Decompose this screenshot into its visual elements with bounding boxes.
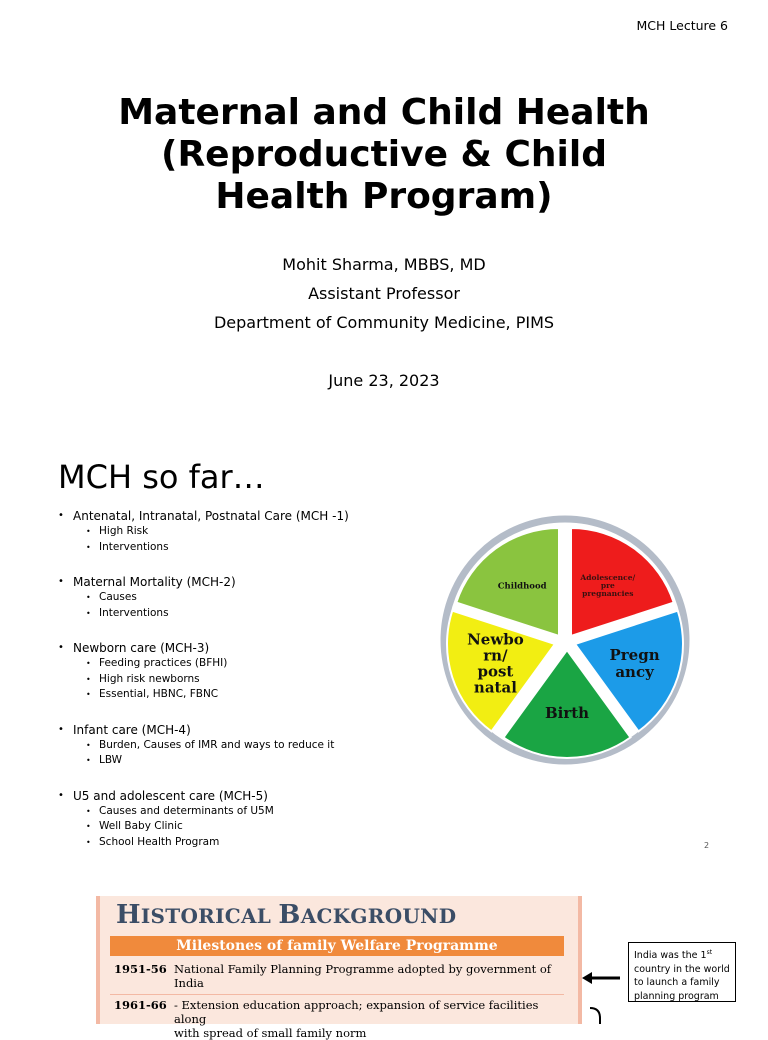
sub-bullet-label: Causes and determinants of U5M <box>99 804 274 817</box>
history-slide <box>96 896 582 1040</box>
bullet-dot-icon: • <box>86 740 91 750</box>
cycle-segment-label: Birth <box>544 703 590 722</box>
bullet-dot-icon: • <box>86 822 91 831</box>
sub-bullet-label: LBW <box>99 754 123 766</box>
sub-bullet-label: Burden, Causes of IMR and ways to reduce it <box>99 738 335 751</box>
callout-sup: st <box>706 949 713 956</box>
bullet-dot-icon: • <box>86 593 91 602</box>
cycle-segment-label: Newbo rn/ post natal <box>467 630 524 697</box>
bullet-dot-icon: • <box>86 806 91 816</box>
slide1-date: June 23, 2023 <box>328 371 440 390</box>
milestone-row <box>110 998 564 1040</box>
milestone-line: National Family Planning Programme adopted by government of <box>174 962 552 976</box>
bullet-item <box>58 574 418 590</box>
cycle-segment-label: Pregn ancy <box>609 646 660 682</box>
slide1-title-line: (Reproductive & Child <box>161 134 607 175</box>
bullet-dot-icon: • <box>58 576 64 587</box>
sub-bullet-label: Well Baby Clinic <box>99 820 183 832</box>
slide2-page-number: 2 <box>704 841 710 850</box>
lecture-header: MCH Lecture 6 <box>636 18 728 33</box>
left-arrow-icon <box>580 968 624 1024</box>
bullet-dot-icon: • <box>86 674 91 684</box>
bullet-dot-icon: • <box>86 608 91 618</box>
life-cycle-diagram <box>438 516 692 770</box>
bullet-item <box>58 722 418 738</box>
bullet-dot-icon: • <box>86 527 91 536</box>
bullet-group <box>58 640 418 703</box>
history-title-word: B <box>278 900 301 930</box>
bullet-dot-icon: • <box>86 756 91 765</box>
bullet-label: Infant care (MCH-4) <box>73 722 191 737</box>
bullet-group <box>58 788 418 851</box>
bullet-label: Newborn care (MCH-3) <box>73 641 210 655</box>
bullet-item <box>58 640 418 656</box>
sub-bullet-label: Interventions <box>99 540 169 553</box>
author-department: Department of Community Medicine, PIMS <box>213 313 555 332</box>
bullet-item <box>58 788 418 804</box>
callout-box <box>628 942 736 1002</box>
bullet-dot-icon: • <box>86 542 91 552</box>
milestone-year: 1961-66 <box>114 998 167 1012</box>
callout-text: India was the 1 <box>634 950 707 962</box>
sub-bullet-item <box>86 835 418 851</box>
bullet-label: Antenatal, Intranatal, Postnatal Care (MCH -1) <box>73 509 349 523</box>
cycle-segment-label: Adolescence/ pre pregnancies <box>580 572 636 598</box>
milestone-line: - Extension education approach; expansion of service facilities along <box>174 998 539 1026</box>
sub-bullet-label: Interventions <box>99 606 169 619</box>
bullet-dot-icon: • <box>58 789 64 801</box>
sub-bullet-item <box>86 687 418 703</box>
bullet-group <box>58 574 418 621</box>
author-name: Mohit Sharma, MBBS, MD <box>282 255 486 274</box>
history-title-word: ACKGROUND <box>300 904 457 928</box>
sub-bullet-label: Essential, HBNC, FBNC <box>99 688 219 700</box>
sub-bullet-label: High risk newborns <box>99 672 200 685</box>
sub-bullet-label: High Risk <box>99 525 149 537</box>
slide1-title <box>0 92 768 218</box>
sub-bullet-item <box>86 738 418 754</box>
bullet-label: U5 and adolescent care (MCH-5) <box>73 788 268 803</box>
sub-bullet-item <box>86 819 418 835</box>
milestone-year: 1951-56 <box>114 962 167 976</box>
cycle-segment-label: Childhood <box>497 581 547 592</box>
sub-bullet-item <box>86 540 418 556</box>
milestone-line: India <box>174 976 204 990</box>
milestone-line: with spread of small family norm <box>174 1026 367 1040</box>
slide1-title-line: Health Program) <box>215 176 553 217</box>
mch-bullet-list <box>58 508 418 869</box>
sub-bullet-item <box>86 672 418 688</box>
sub-bullet-item <box>86 804 418 820</box>
bullet-group <box>58 722 418 769</box>
slide1-title-line: Maternal and Child Health <box>118 92 650 133</box>
bullet-dot-icon: • <box>86 690 91 699</box>
row-divider <box>110 994 564 995</box>
bullet-label: Maternal Mortality (MCH-2) <box>73 575 236 589</box>
milestone-text <box>174 998 564 1040</box>
bullet-dot-icon: • <box>86 837 91 847</box>
sub-bullet-item <box>86 590 418 606</box>
history-title-word: H <box>116 900 141 930</box>
bullet-group <box>58 508 418 555</box>
bullet-dot-icon: • <box>58 510 64 521</box>
sub-bullet-item <box>86 656 418 672</box>
sub-bullet-item <box>86 524 418 540</box>
callout-text-rest: country in the world to launch a family planning program <box>634 963 730 1002</box>
history-title <box>116 900 456 930</box>
sub-bullet-label: School Health Program <box>99 835 220 848</box>
milestone-row <box>110 962 564 990</box>
author-position: Assistant Professor <box>308 284 460 303</box>
sub-bullet-label: Causes <box>99 591 137 603</box>
sub-bullet-label: Feeding practices (BFHI) <box>99 657 228 669</box>
sub-bullet-item <box>86 753 418 769</box>
bullet-dot-icon: • <box>58 642 64 653</box>
milestone-text <box>174 962 564 990</box>
milestones-bar: Milestones of family Welfare Programme <box>110 936 564 956</box>
bullet-item <box>58 508 418 524</box>
sub-bullet-item <box>86 606 418 622</box>
slide2-title: MCH so far… <box>58 458 265 496</box>
history-title-word: ISTORICAL <box>140 904 279 928</box>
bullet-dot-icon: • <box>58 723 64 735</box>
bullet-dot-icon: • <box>86 659 91 668</box>
